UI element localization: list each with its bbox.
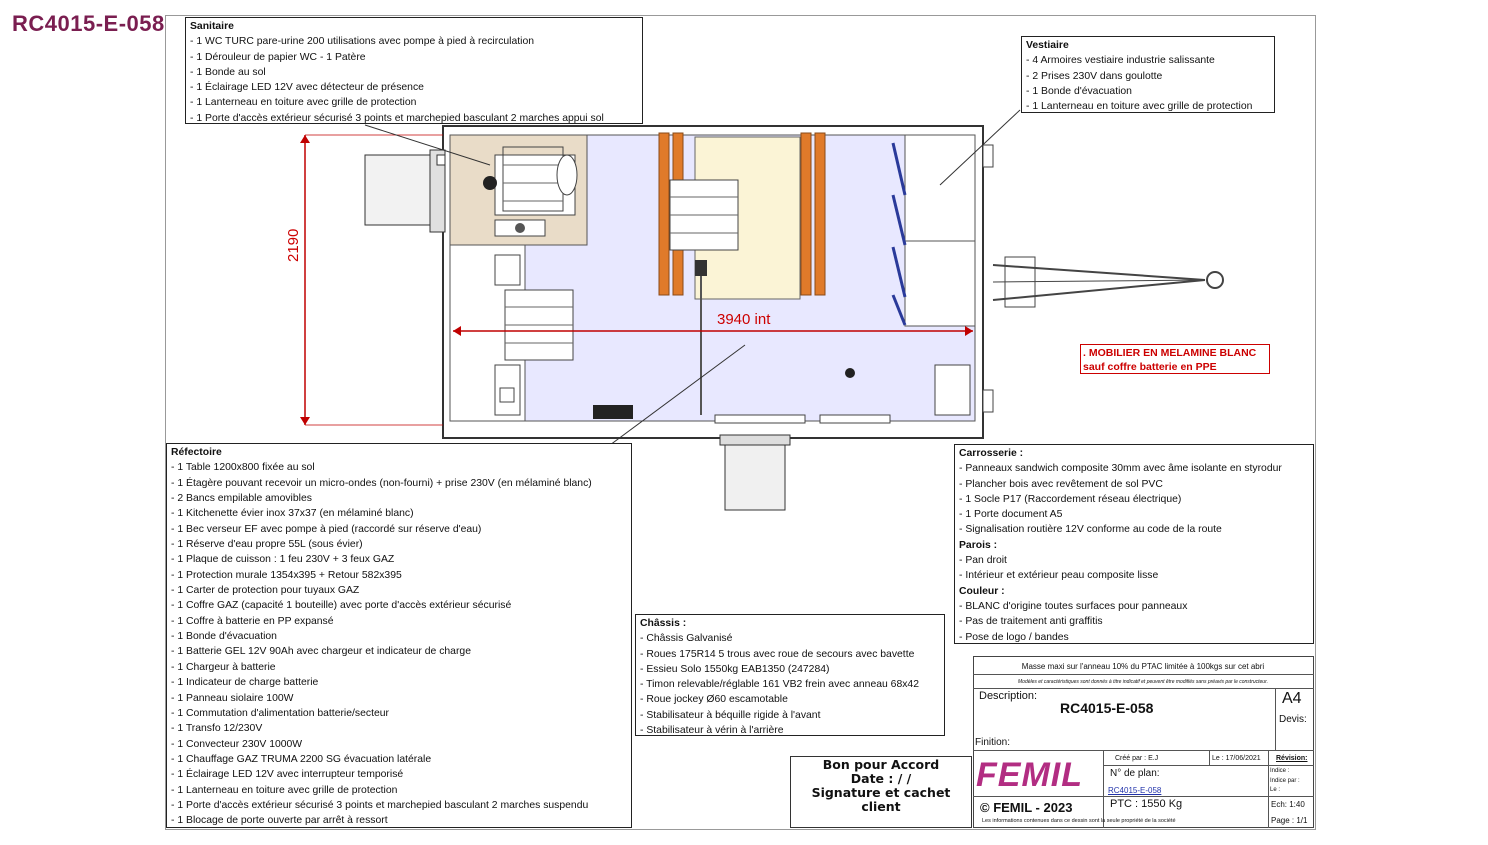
chassis-item: - Châssis Galvanisé	[640, 633, 733, 645]
refectoire-item: - 1 Bonde d'évacuation	[171, 631, 277, 643]
refectoire-item: - 1 Plaque de cuisson : 1 feu 230V + 3 feux GAZ	[171, 554, 395, 566]
description-label: Description:	[979, 690, 1038, 702]
bon-pour-accord-date: Date : / /	[850, 771, 912, 786]
vestiaire-title: Vestiaire	[1026, 40, 1069, 51]
title-block-divider	[1209, 750, 1210, 766]
couleur-title: Couleur :	[959, 585, 1005, 597]
title-block-divider	[1103, 750, 1104, 828]
description-value: RC4015-E-058	[1060, 700, 1154, 716]
carrosserie-item: - Signalisation routière 12V conforme au code de la route	[959, 524, 1222, 536]
sanitaire-title: Sanitaire	[190, 21, 234, 32]
revision-label: Révision:	[1276, 755, 1308, 762]
mobilier-note	[1080, 344, 1270, 374]
refectoire-item: - 1 Transfo 12/230V	[171, 723, 263, 735]
refectoire-item: - 1 Kitchenette évier inox 37x37 (en mélaminé blanc)	[171, 508, 414, 520]
couleur-item: - BLANC d'origine toutes surfaces pour panneaux	[959, 600, 1188, 612]
chassis-item: - Essieu Solo 1550kg EAB1350 (247284)	[640, 663, 830, 675]
refectoire-item: - 1 Coffre à batterie en PP expansé	[171, 615, 334, 627]
devis-label: Devis:	[1279, 714, 1307, 725]
sanitaire-item: - 1 Porte d'accès extérieur sécurisé 3 points et marchepied basculant 2 marches appui sol	[190, 112, 604, 124]
bon-pour-accord-signature: Signature et cachet client	[811, 785, 951, 814]
page-number: Page : 1/1	[1271, 816, 1308, 825]
parois-item: - Intérieur et extérieur peau composite lisse	[959, 570, 1159, 582]
refectoire-item: - 1 Réserve d'eau propre 55L (sous évier)	[171, 539, 363, 551]
refectoire-item: - 1 Carter de protection pour tuyaux GAZ	[171, 585, 360, 597]
document-id: RC4015-E-058	[12, 11, 165, 36]
sanitaire-item: - 1 WC TURC pare-urine 200 utilisations avec pompe à pied à recirculation	[190, 36, 535, 48]
vestiaire-item: - 2 Prises 230V dans goulotte	[1026, 70, 1163, 82]
sanitaire-item: - 1 Lanterneau en toiture avec grille de protection	[190, 97, 417, 109]
parois-title: Parois :	[959, 539, 998, 551]
refectoire-item: - 1 Batterie GEL 12V 90Ah avec chargeur et indicateur de charge	[171, 646, 471, 658]
chassis-item: - Stabilisateur à béquille rigide à l'avant	[640, 709, 821, 721]
title-block-note-mass: Masse maxi sur l'anneau 10% du PTAC limitée à 100kgs sur cet abri	[1021, 662, 1265, 671]
refectoire-item: - 1 Indicateur de charge batterie	[171, 677, 319, 689]
refectoire-item: - 1 Bec verseur EF avec pompe à pied (raccordé sur réserve d'eau)	[171, 523, 482, 535]
scale-value: Ech: 1:40	[1271, 800, 1305, 809]
mobilier-line-1: . MOBILIER EN MELAMINE BLANC	[1083, 347, 1257, 359]
paper-format: A4	[1282, 690, 1302, 707]
couleur-item: - Pas de traitement anti graffitis	[959, 616, 1103, 628]
refectoire-item: - 2 Bancs empilable amovibles	[171, 493, 312, 505]
title-block-note-disclaimer: Modèles et caractéristiques sont donnés à titre indicatif et peuvent être modifiés sans préavis par le constructeur.	[1018, 679, 1268, 685]
vestiaire-box	[1021, 36, 1275, 113]
refectoire-item: - 1 Porte d'accès extérieur sécurisé 3 points et marchepied basculant 2 marches suspendu	[171, 799, 589, 811]
title-block-divider	[973, 796, 1314, 797]
chassis-item: - Timon relevable/réglable 161 VB2 frein avec anneau 68x42	[640, 679, 919, 691]
created-date: Le : 17/06/2021	[1212, 755, 1261, 762]
vestiaire-item: - 4 Armoires vestiaire industrie salissante	[1026, 55, 1215, 67]
vestiaire-item: - 1 Bonde d'évacuation	[1026, 85, 1132, 97]
refectoire-item: - 1 Étagère pouvant recevoir un micro-ondes (non-fourni) + prise 230V (en mélaminé blanc)	[171, 477, 592, 489]
refectoire-item: - 1 Chauffage GAZ TRUMA 2200 SG évacuation latérale	[171, 753, 432, 765]
dimension-width-label: 2190	[285, 228, 302, 262]
refectoire-item: - 1 Coffre GAZ (capacité 1 bouteille) avec porte d'accès extérieur sécurisé	[171, 600, 512, 612]
bon-pour-accord-line-1: Bon pour Accord	[822, 757, 940, 772]
parois-item: - Pan droit	[959, 555, 1007, 567]
legal-notice: Les informations contenues dans ce dessin sont la seule propriété de la société	[982, 818, 1176, 824]
title-block-divider	[1275, 688, 1276, 750]
plan-number-value: RC4015-E-058	[1108, 786, 1162, 795]
carrosserie-item: - Plancher bois avec revêtement de sol PVC	[959, 478, 1163, 490]
copyright: © FEMIL - 2023	[980, 800, 1073, 815]
indice-date-label: Le :	[1270, 787, 1281, 793]
refectoire-item: - 1 Table 1200x800 fixée au sol	[171, 462, 315, 474]
refectoire-item: - 1 Panneau siolaire 100W	[171, 692, 294, 704]
indice-by-label: Indice par :	[1270, 778, 1300, 784]
refectoire-box	[166, 443, 632, 828]
sanitaire-item: - 1 Bonde au sol	[190, 66, 266, 78]
refectoire-item: - 1 Chargeur à batterie	[171, 661, 276, 673]
sanitaire-box	[185, 17, 643, 124]
refectoire-item: - 1 Lanterneau en toiture avec grille de protection	[171, 784, 398, 796]
femil-logo: FEMIL	[976, 756, 1083, 794]
carrosserie-box	[954, 444, 1314, 644]
bon-pour-accord-box	[790, 756, 972, 828]
carrosserie-title: Carrosserie :	[959, 448, 1024, 459]
chassis-item: - Stabilisateur à vérin à l'arrière	[640, 725, 784, 736]
mobilier-line-2: sauf coffre batterie en PPE	[1083, 361, 1217, 373]
ptc-value: PTC : 1550 Kg	[1110, 798, 1183, 810]
title-block-divider	[973, 688, 1314, 689]
carrosserie-item: - Panneaux sandwich composite 30mm avec âme isolante en styrodur	[959, 463, 1282, 475]
plan-number-label: N° de plan:	[1110, 768, 1160, 779]
refectoire-item: - 1 Convecteur 230V 1000W	[171, 738, 303, 750]
created-by: Créé par : E.J	[1115, 755, 1159, 762]
sanitaire-item: - 1 Dérouleur de papier WC - 1 Patère	[190, 51, 366, 63]
chassis-item: - Roue jockey Ø60 escamotable	[640, 694, 788, 706]
title-block-divider	[1268, 750, 1269, 828]
indice-label: Indice :	[1270, 768, 1290, 774]
dimension-length-label: 3940 int	[717, 311, 771, 328]
finition-label: Finition:	[975, 737, 1011, 748]
refectoire-item: - 1 Commutation d'alimentation batterie/secteur	[171, 707, 389, 719]
chassis-item: - Roues 175R14 5 trous avec roue de secours avec bavette	[640, 648, 915, 660]
sanitaire-item: - 1 Éclairage LED 12V avec détecteur de présence	[190, 82, 424, 94]
vestiaire-item: - 1 Lanterneau en toiture avec grille de protection	[1026, 101, 1253, 113]
chassis-box	[635, 614, 945, 736]
couleur-item: - Pose de logo / bandes	[959, 631, 1069, 643]
refectoire-item: - 1 Blocage de porte ouverte par arrêt à ressort	[171, 815, 388, 827]
refectoire-item: - 1 Protection murale 1354x395 + Retour 582x395	[171, 569, 402, 581]
carrosserie-item: - 1 Socle P17 (Raccordement réseau électrique)	[959, 493, 1182, 505]
refectoire-title: Réfectoire	[171, 447, 222, 458]
chassis-title: Châssis :	[640, 618, 687, 629]
carrosserie-item: - 1 Porte document A5	[959, 509, 1063, 521]
title-block-divider	[973, 750, 1314, 751]
refectoire-item: - 1 Éclairage LED 12V avec interrupteur temporisé	[171, 769, 404, 781]
title-block-divider	[973, 674, 1314, 675]
